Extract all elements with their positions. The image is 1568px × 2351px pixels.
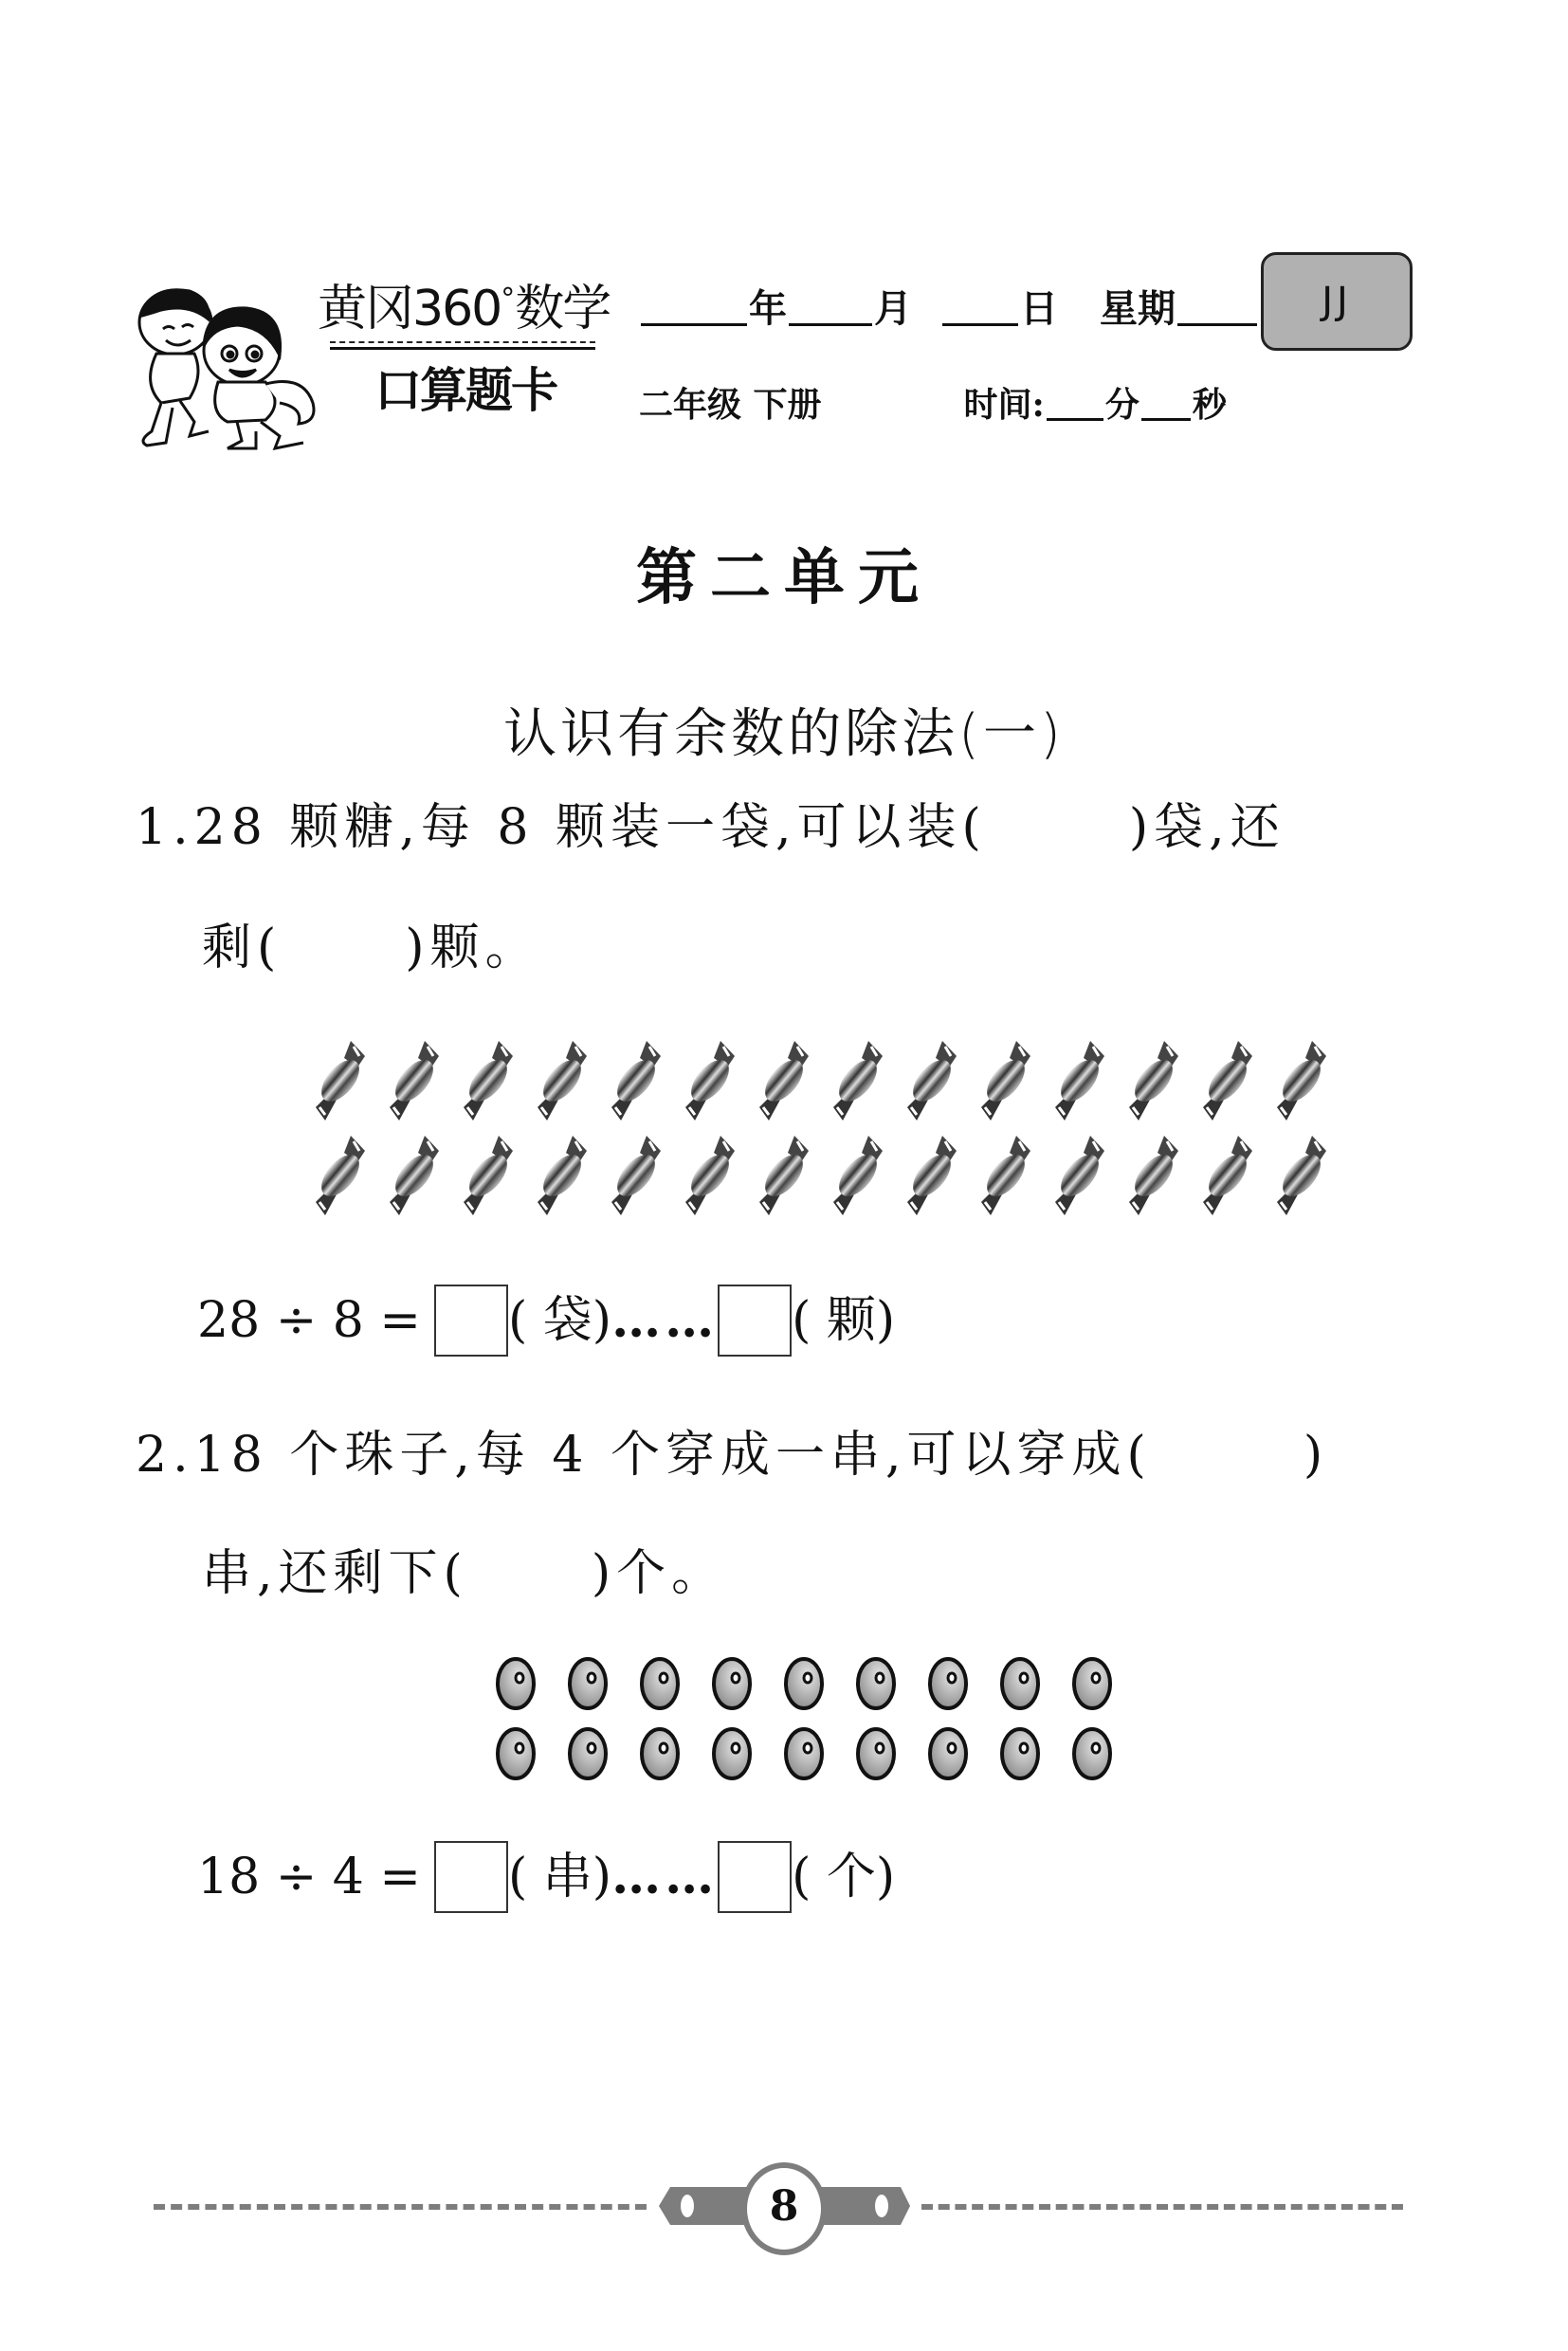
candy-icon (1186, 1128, 1260, 1223)
bead-icon (712, 1727, 784, 1797)
bead-icon (1072, 1727, 1144, 1797)
month-label: 月 (874, 286, 912, 331)
brand-title (318, 271, 610, 337)
page-number: 8 (769, 2182, 799, 2231)
candy-icon (520, 1033, 594, 1128)
bead-icon (1000, 1727, 1072, 1797)
bead-icon (496, 1727, 568, 1797)
brand-title-tail: 数学 (515, 281, 611, 337)
bead-icon (1000, 1657, 1072, 1727)
bead-icon (712, 1657, 784, 1727)
weekday-label: 星期 (1100, 286, 1176, 331)
remainder-answer-box[interactable] (718, 1285, 792, 1357)
question-2-text-d: )个。 (591, 1545, 727, 1602)
quotient-answer-box[interactable] (434, 1841, 508, 1913)
grade-time-row (639, 379, 1227, 427)
question-2-text-a: 18 个珠子,每 4 个穿成一串,可以穿成( (193, 1427, 1152, 1484)
brand-dashed-divider (330, 341, 595, 343)
bead-icon (1072, 1657, 1144, 1727)
remainder-answer-box[interactable] (718, 1841, 792, 1913)
candy-icon (1260, 1033, 1334, 1128)
bead-icon (784, 1657, 856, 1727)
question-1-equation (197, 1283, 895, 1358)
candy-icon (890, 1128, 964, 1223)
bead-icon (856, 1657, 928, 1727)
day-label: 日 (1020, 286, 1058, 331)
day-blank[interactable] (942, 316, 1018, 326)
bead-icon (928, 1657, 1000, 1727)
question-1-number: 1. (136, 799, 194, 856)
mascot-children-illustration-icon (123, 280, 332, 455)
weekday-blank[interactable] (1177, 316, 1257, 326)
quotient-unit: ( 串) (507, 1849, 612, 1905)
candy-row (299, 1128, 1341, 1223)
brand-title-degree: ° (501, 282, 516, 316)
candy-icon (1038, 1128, 1112, 1223)
question-2-text-c: 串,还剩下( (202, 1545, 468, 1602)
candy-icon (1038, 1033, 1112, 1128)
candy-row (299, 1033, 1341, 1128)
question-2-line-2 (202, 1540, 726, 1607)
candy-icon (964, 1033, 1038, 1128)
remainder-ellipsis: …… (611, 1848, 719, 1905)
quotient-answer-box[interactable] (434, 1285, 508, 1357)
candy-icon (447, 1033, 520, 1128)
candy-icon (373, 1033, 447, 1128)
bead-icon (640, 1657, 712, 1727)
candy-icon (299, 1128, 373, 1223)
brand-subtitle: 口算题卡 (374, 363, 556, 418)
footer-dashed-line-right (921, 2204, 1403, 2210)
bead-icon (496, 1657, 568, 1727)
time-field (964, 378, 1227, 427)
candy-icon (668, 1128, 742, 1223)
bead-icon (928, 1727, 1000, 1797)
grade-label: 二年级 下册 (639, 385, 822, 425)
second-blank[interactable] (1141, 410, 1191, 421)
candy-icon (668, 1033, 742, 1128)
candy-icon (890, 1033, 964, 1128)
bead-icon (640, 1727, 712, 1797)
question-2-text-b: ) (1303, 1427, 1329, 1484)
candy-icon (447, 1128, 520, 1223)
candy-icon (816, 1033, 890, 1128)
question-1-text-a: 28 颗糖,每 8 颗装一袋,可以装( (193, 799, 987, 856)
candy-icon (742, 1128, 816, 1223)
bead-icon (856, 1727, 928, 1797)
bead-icon (568, 1657, 640, 1727)
equation-expression: 28 ÷ 8 = (197, 1292, 421, 1349)
remainder-ellipsis: …… (611, 1291, 719, 1349)
edition-badge: JJ (1261, 252, 1413, 351)
remainder-unit: ( 颗) (792, 1292, 896, 1349)
candy-icon (594, 1128, 668, 1223)
candy-icon (1112, 1128, 1186, 1223)
candy-icon (520, 1128, 594, 1223)
minute-label: 分 (1104, 385, 1140, 425)
question-1-line-1 (136, 794, 1285, 861)
unit-title: 第二单元 (636, 543, 932, 613)
second-label: 秒 (1192, 385, 1227, 425)
footer-dashed-line-left (154, 2204, 647, 2210)
month-blank[interactable] (789, 316, 872, 326)
question-1-text-d: )颗。 (405, 920, 540, 976)
equation-expression: 18 ÷ 4 = (197, 1849, 421, 1905)
bead-illustration (496, 1657, 1144, 1797)
candy-icon (299, 1033, 373, 1128)
candy-icon (816, 1128, 890, 1223)
brand-solid-divider (330, 347, 595, 350)
time-label: 时间: (963, 385, 1045, 425)
bead-icon (568, 1727, 640, 1797)
lesson-title: 认识有余数的除法(一) (503, 703, 1065, 765)
year-label: 年 (749, 286, 787, 331)
candy-icon (1112, 1033, 1186, 1128)
bead-icon (784, 1727, 856, 1797)
candy-icon (1260, 1128, 1334, 1223)
year-blank[interactable] (641, 316, 747, 326)
bead-row (496, 1657, 1144, 1727)
brand-title-main: 黄冈360 (318, 281, 501, 337)
candy-illustration (299, 1033, 1341, 1223)
question-1-text-c: 剩( (202, 920, 283, 976)
question-2-line-1 (136, 1422, 1328, 1488)
minute-blank[interactable] (1047, 410, 1103, 421)
bead-row (496, 1727, 1144, 1797)
candy-icon (373, 1128, 447, 1223)
date-fields-row (639, 275, 1259, 332)
quotient-unit: ( 袋) (507, 1292, 612, 1349)
question-1-text-b: )袋,还 (1128, 799, 1285, 856)
candy-icon (1186, 1033, 1260, 1128)
candy-icon (964, 1128, 1038, 1223)
question-1-line-2 (202, 915, 540, 981)
candy-icon (742, 1033, 816, 1128)
question-2-equation (197, 1839, 895, 1915)
remainder-unit: ( 个) (792, 1849, 896, 1905)
question-2-number: 2. (136, 1427, 194, 1484)
candy-icon (594, 1033, 668, 1128)
